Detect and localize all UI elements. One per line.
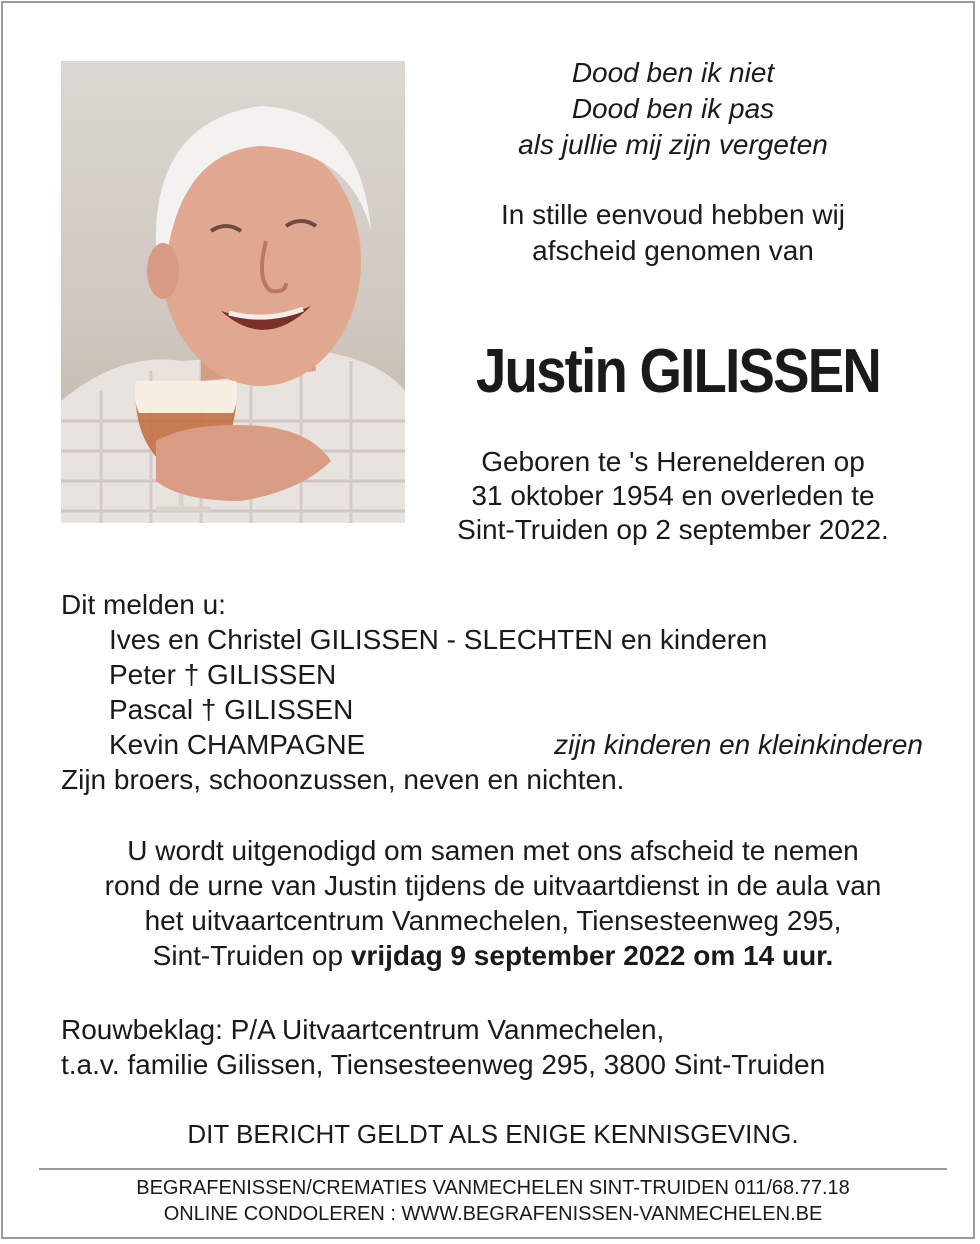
condolence-address <box>61 1012 941 1082</box>
poem-line: Dood ben ik niet <box>571 57 775 88</box>
funeral-date-time: vrijdag 9 september 2022 om 14 uur. <box>350 940 834 971</box>
family-member: Peter † GILISSEN <box>109 659 337 690</box>
invitation-prefix: Sint-Truiden op <box>152 940 351 971</box>
invitation-line: rond de urne van Justin tijdens de uitvaartdienst in de aula van <box>104 870 882 901</box>
official-notice: DIT BERICHT GELDT ALS ENIGE KENNISGEVING. <box>187 1119 799 1149</box>
footer-line: BEGRAFENISSEN/CREMATIES VANMECHELEN SINT-TRUIDEN 011/68.77.18 <box>136 1177 850 1199</box>
family-role: zijn kinderen en kleinkinderen <box>554 729 923 760</box>
family-member-row <box>61 727 941 762</box>
condolence-line: t.a.v. familie Gilissen, Tiensesteenweg 295, 3800 Sint-Truiden <box>61 1049 826 1080</box>
family-list <box>61 587 941 797</box>
deceased-name: Justin GILISSEN <box>475 337 881 406</box>
intro-line: afscheid genomen van <box>532 235 814 266</box>
family-member: Pascal † GILISSEN <box>109 694 354 725</box>
family-heading: Dit melden u: <box>61 589 226 620</box>
funeral-home-footer <box>33 1175 953 1227</box>
intro-line: In stille eenvoud hebben wij <box>500 199 845 230</box>
death-notice-card <box>1 1 975 1239</box>
footer-line: ONLINE CONDOLEREN : WWW.BEGRAFENISSEN-VANMECHELEN.BE <box>163 1203 823 1225</box>
birth-line: Sint-Truiden op 2 september 2022. <box>457 514 889 545</box>
poem-line: als jullie mij zijn vergeten <box>518 129 828 160</box>
footer-divider <box>39 1168 947 1170</box>
invitation-line: U wordt uitgenodigd om samen met ons afscheid te nemen <box>127 835 859 866</box>
birth-line: Geboren te 's Herenelderen op <box>481 446 865 477</box>
portrait-photo <box>61 61 405 523</box>
memorial-poem <box>423 55 923 163</box>
funeral-invitation <box>43 833 943 973</box>
poem-line: Dood ben ik pas <box>571 93 775 124</box>
birth-line: 31 oktober 1954 en overleden te <box>471 480 875 511</box>
invitation-line: het uitvaartcentrum Vanmechelen, Tiensesteenweg 295, <box>144 905 842 936</box>
intro-text <box>423 197 923 269</box>
family-member: Ives en Christel GILISSEN - SLECHTEN en kinderen <box>109 624 768 655</box>
family-member: Kevin CHAMPAGNE <box>109 729 366 760</box>
invitation-line <box>43 938 943 973</box>
family-others: Zijn broers, schoonzussen, neven en nichten. <box>61 764 625 795</box>
condolence-line: Rouwbeklag: P/A Uitvaartcentrum Vanmechelen, <box>61 1014 665 1045</box>
birth-death-details <box>423 445 923 547</box>
portrait-illustration <box>61 61 405 523</box>
